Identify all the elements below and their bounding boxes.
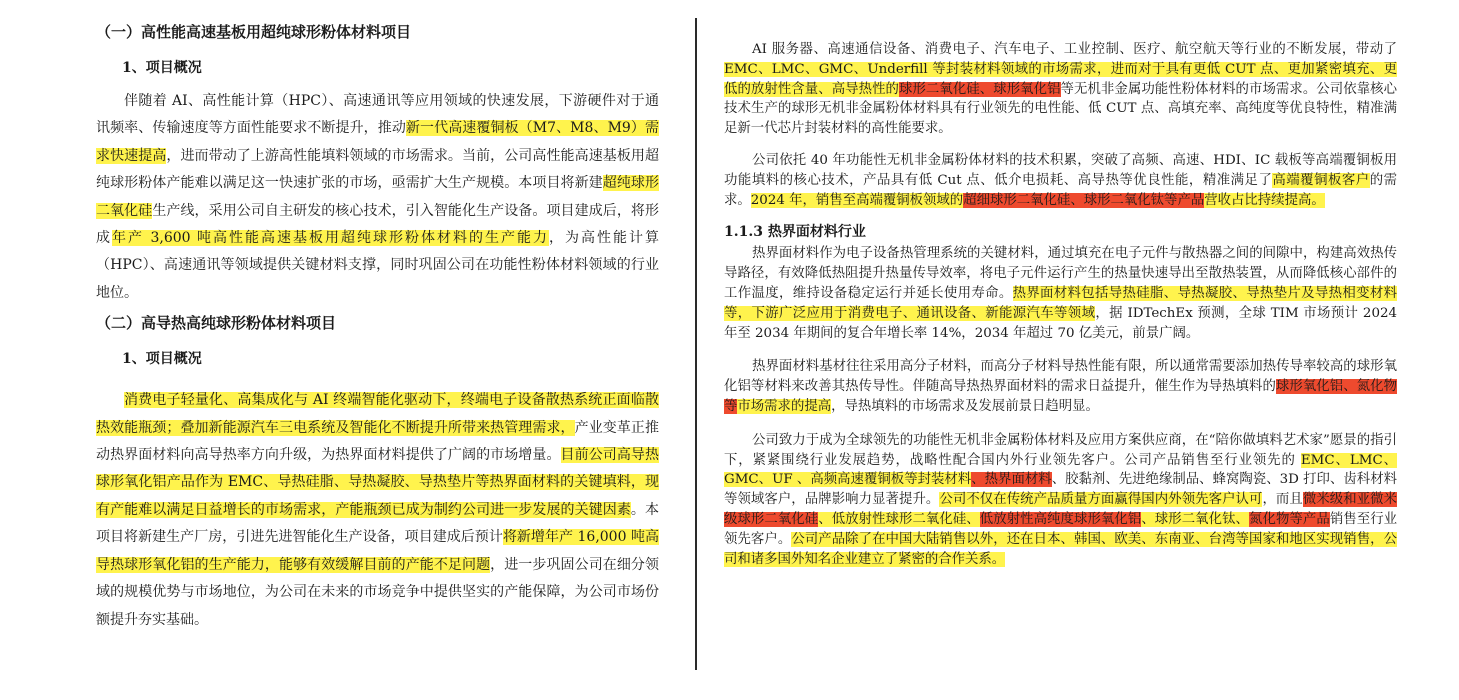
- text-run: ，为高性能计算（HPC）、高速通讯等领域提供关键材料支撑，同时巩固公司在功能性粉体材料领域的行业地位。: [96, 230, 660, 301]
- highlighted-text-yellow: 公司不仅在传统产品质量方面赢得国内外领先客户认可: [939, 492, 1263, 508]
- highlighted-text-yellow: EMC、LMC、GMC、Underfill 等封装材料领域的市场需求: [724, 61, 1097, 77]
- text-run: 热界面材料作为电子设备热管理系统的关键材料，通过填充在电子元件与散热器之间的间隙中，构建高效热传导路径，有效降低热阻提升热量传导效率，将电子元件运行产生的热量快速导出至散热装置，从而降低核心部件的工作温度，维持设备稳定运行并延长使用寿命。: [724, 246, 1397, 301]
- paragraph-project-2: [96, 387, 659, 634]
- highlighted-text-yellow: 、低放射性球形二氧化硅、: [818, 511, 980, 527]
- subheading-overview-1: 1、项目概况: [122, 60, 202, 76]
- right-page: [700, 0, 1459, 700]
- highlighted-text-yellow: 目前公司高导热球形氧化铝产品作为 EMC、导热硅脂、导热凝胶、导热垫片等热界面材料的关键填料，现有产能难以满足日益增长的市场需求，产能瓶颈已成为制约公司进一步发展的关键因素: [96, 447, 660, 518]
- highlighted-text-red: 球形氧化铝、氮化物等: [724, 379, 1398, 414]
- highlighted-text-yellow: 年产 3,600 吨高性能高速基板用超纯球形粉体材料的生产能力: [112, 230, 550, 247]
- text-run: 的需求。: [724, 172, 1398, 208]
- highlighted-text-yellow: 超纯球形二氧化硅: [96, 175, 660, 219]
- paragraph-tim-fillers: [724, 357, 1397, 416]
- highlighted-text-red: 氮化物等产品: [1249, 511, 1330, 527]
- highlighted-text-yellow: 营收占比持续提高。: [1204, 192, 1325, 208]
- highlighted-text-yellow: EMC、LMC、GMC、UF 、高频高速覆铜板等封装材料: [724, 452, 1397, 488]
- text-run: 公司依托 40 年功能性无机非金属粉体材料的技术积累，突破了高频、高速、HDI、IC 载板等高端覆铜板用功能填料的核心技术，产品具有低 Cut 点、低介电损耗、高导热等优良性能，精准满足了: [724, 152, 1397, 188]
- text-run: 销售至行业领先客户。: [724, 511, 1398, 547]
- highlighted-text-yellow: 、球形二氧化钛、: [1141, 511, 1250, 527]
- highlighted-text-red: 超细球形二氧化硅、球形二氧化钛等产品: [963, 192, 1205, 208]
- highlighted-text-yellow: 高端覆铜板客户: [1272, 172, 1370, 188]
- text-run: 生产线，采用公司自主研发的核心技术，引入智能化生产设备。项目建成后，将形成: [96, 202, 660, 247]
- text-run: ，进而带动了上游高性能填料领域的市场需求。当前，公司高性能高速基板用超纯球形粉体产能难以满足这一快速扩张的市场，亟需扩大生产规模。本项目将新建: [96, 147, 660, 192]
- highlighted-text-red: 低放射性高纯度球形氧化铝: [979, 511, 1142, 527]
- highlighted-text-red: 球形二氧化硅、球形氧化铝: [899, 81, 1061, 97]
- highlighted-text-yellow: 市场需求的提高: [737, 398, 832, 414]
- highlighted-text-red: 微米级和亚微米级球形二氧化硅: [724, 492, 1398, 527]
- subheading-overview-2: 1、项目概况: [122, 351, 202, 368]
- text-run: ，进一步巩固公司在细分领域的规模优势与市场地位，为公司在未来的市场竞争中提供坚实的产能保障，为公司市场份额提升夯实基础。: [96, 556, 660, 628]
- paragraph-project-1: [96, 88, 659, 307]
- highlighted-text-yellow: 2024 年，销售至高端覆铜板领域的: [750, 192, 964, 208]
- paragraph-tim-industry: [724, 244, 1397, 343]
- text-run: ，导热填料的市场需求及发展前景日趋明显。: [831, 398, 1099, 414]
- text-run: 、胶黏剂、先进绝缘制品、蜂窝陶瓷、3D 打印、齿科材料等领域客户，品牌影响力显著提升。: [724, 472, 1397, 508]
- text-run: 。本项目将新建生产厂房，引进先进智能化生产设备，项目建成后预计: [96, 501, 659, 546]
- text-run: 产业变革正推动热界面材料向高导热率方向升级，为热界面材料提供了广阔的市场增量。: [96, 419, 660, 464]
- section-heading-2: （二）高导热高纯球形粉体材料项目: [96, 314, 337, 333]
- section-heading-thermal-interface: 1.1.3 热界面材料行业: [724, 224, 866, 241]
- highlighted-text-yellow: 热界面材料包括导热硅脂、导热凝胶、导热垫片及导热相变材料等，下游广泛应用于消费电子、通讯设备、新能源汽车等领域: [724, 285, 1397, 321]
- section-heading-1: （一）高性能高速基板用超纯球形粉体材料项目: [96, 23, 412, 41]
- text-run: 热界面材料基材往往采用高分子材料，而高分子材料导热性能有限，所以通常需要添加热传导率较高的球形氧化铝等材料来改善其热传导性。伴随高导热热界面材料的需求日益提升，催生作为导热填料的: [724, 359, 1397, 395]
- text-run: AI 服务器、高速通信设备、消费电子、汽车电子、工业控制、医疗、航空航天等行业的不断发展，带动了: [752, 42, 1397, 57]
- highlighted-text-yellow: ，进而对于具有更低 CUT 点、更加紧密填充、更低的放射性含量、高导热性的: [724, 61, 1397, 97]
- paragraph-ccl-fillers: [724, 151, 1397, 210]
- highlighted-text-yellow: 将新增年产 16,000 吨高导热球形氧化铝的生产能力，能够有效缓解目前的产能不足问题: [96, 529, 660, 573]
- text-run: 公司致力于成为全球领先的功能性无机非金属粉体材料及应用方案供应商，在“陪你做填料艺术家”愿景的指引下，紧紧围绕行业发展趋势，战略性配合国内外行业领先客户。公司产品销售至行业领先的: [724, 432, 1397, 468]
- page-divider: [695, 18, 697, 670]
- text-run: 等无机非金属功能性粉体材料的市场需求。公司依靠核心技术生产的球形无机非金属粉体材料具有行业领先的电性能、低 CUT 点、高填充率、高纯度等优良特性，精准满足新一代芯片封装材料的高性能要求。: [724, 81, 1398, 137]
- left-page: [0, 0, 695, 700]
- paragraph-packaging-demand: [724, 40, 1397, 139]
- text-run: 伴随着 AI、高性能计算（HPC）、高速通讯等应用领域的快速发展，下游硬件对于通讯频率、传输速度等方面性能要求不断提升，推动: [96, 93, 659, 137]
- highlighted-text-yellow: 新一代高速覆铜板（M7、M8、M9）需求快速提高: [96, 120, 660, 164]
- highlighted-text-yellow: 消费电子轻量化、高集成化与 AI 终端智能化驱动下，终端电子设备散热系统正面临散热效能瓶颈；叠加新能源汽车三电系统及智能化不断提升所带来热管理需求，: [96, 392, 659, 436]
- text-run: ，而且: [1262, 492, 1303, 508]
- text-run: ，据 IDTechEx 预测，全球 TIM 市场预计 2024 年至 2034 年期间的复合年增长率 14%，2034 年超过 70 亿美元，前景广阔。: [724, 305, 1397, 341]
- highlighted-text-yellow: 公司产品除了在中国大陆销售以外，还在日本、韩国、欧美、东南亚、台湾等国家和地区实现销售，公司和诸多国外知名企业建立了紧密的合作关系。: [724, 531, 1398, 567]
- paragraph-company-customers: [724, 431, 1397, 570]
- highlighted-text-red: 、热界面材料: [971, 472, 1052, 488]
